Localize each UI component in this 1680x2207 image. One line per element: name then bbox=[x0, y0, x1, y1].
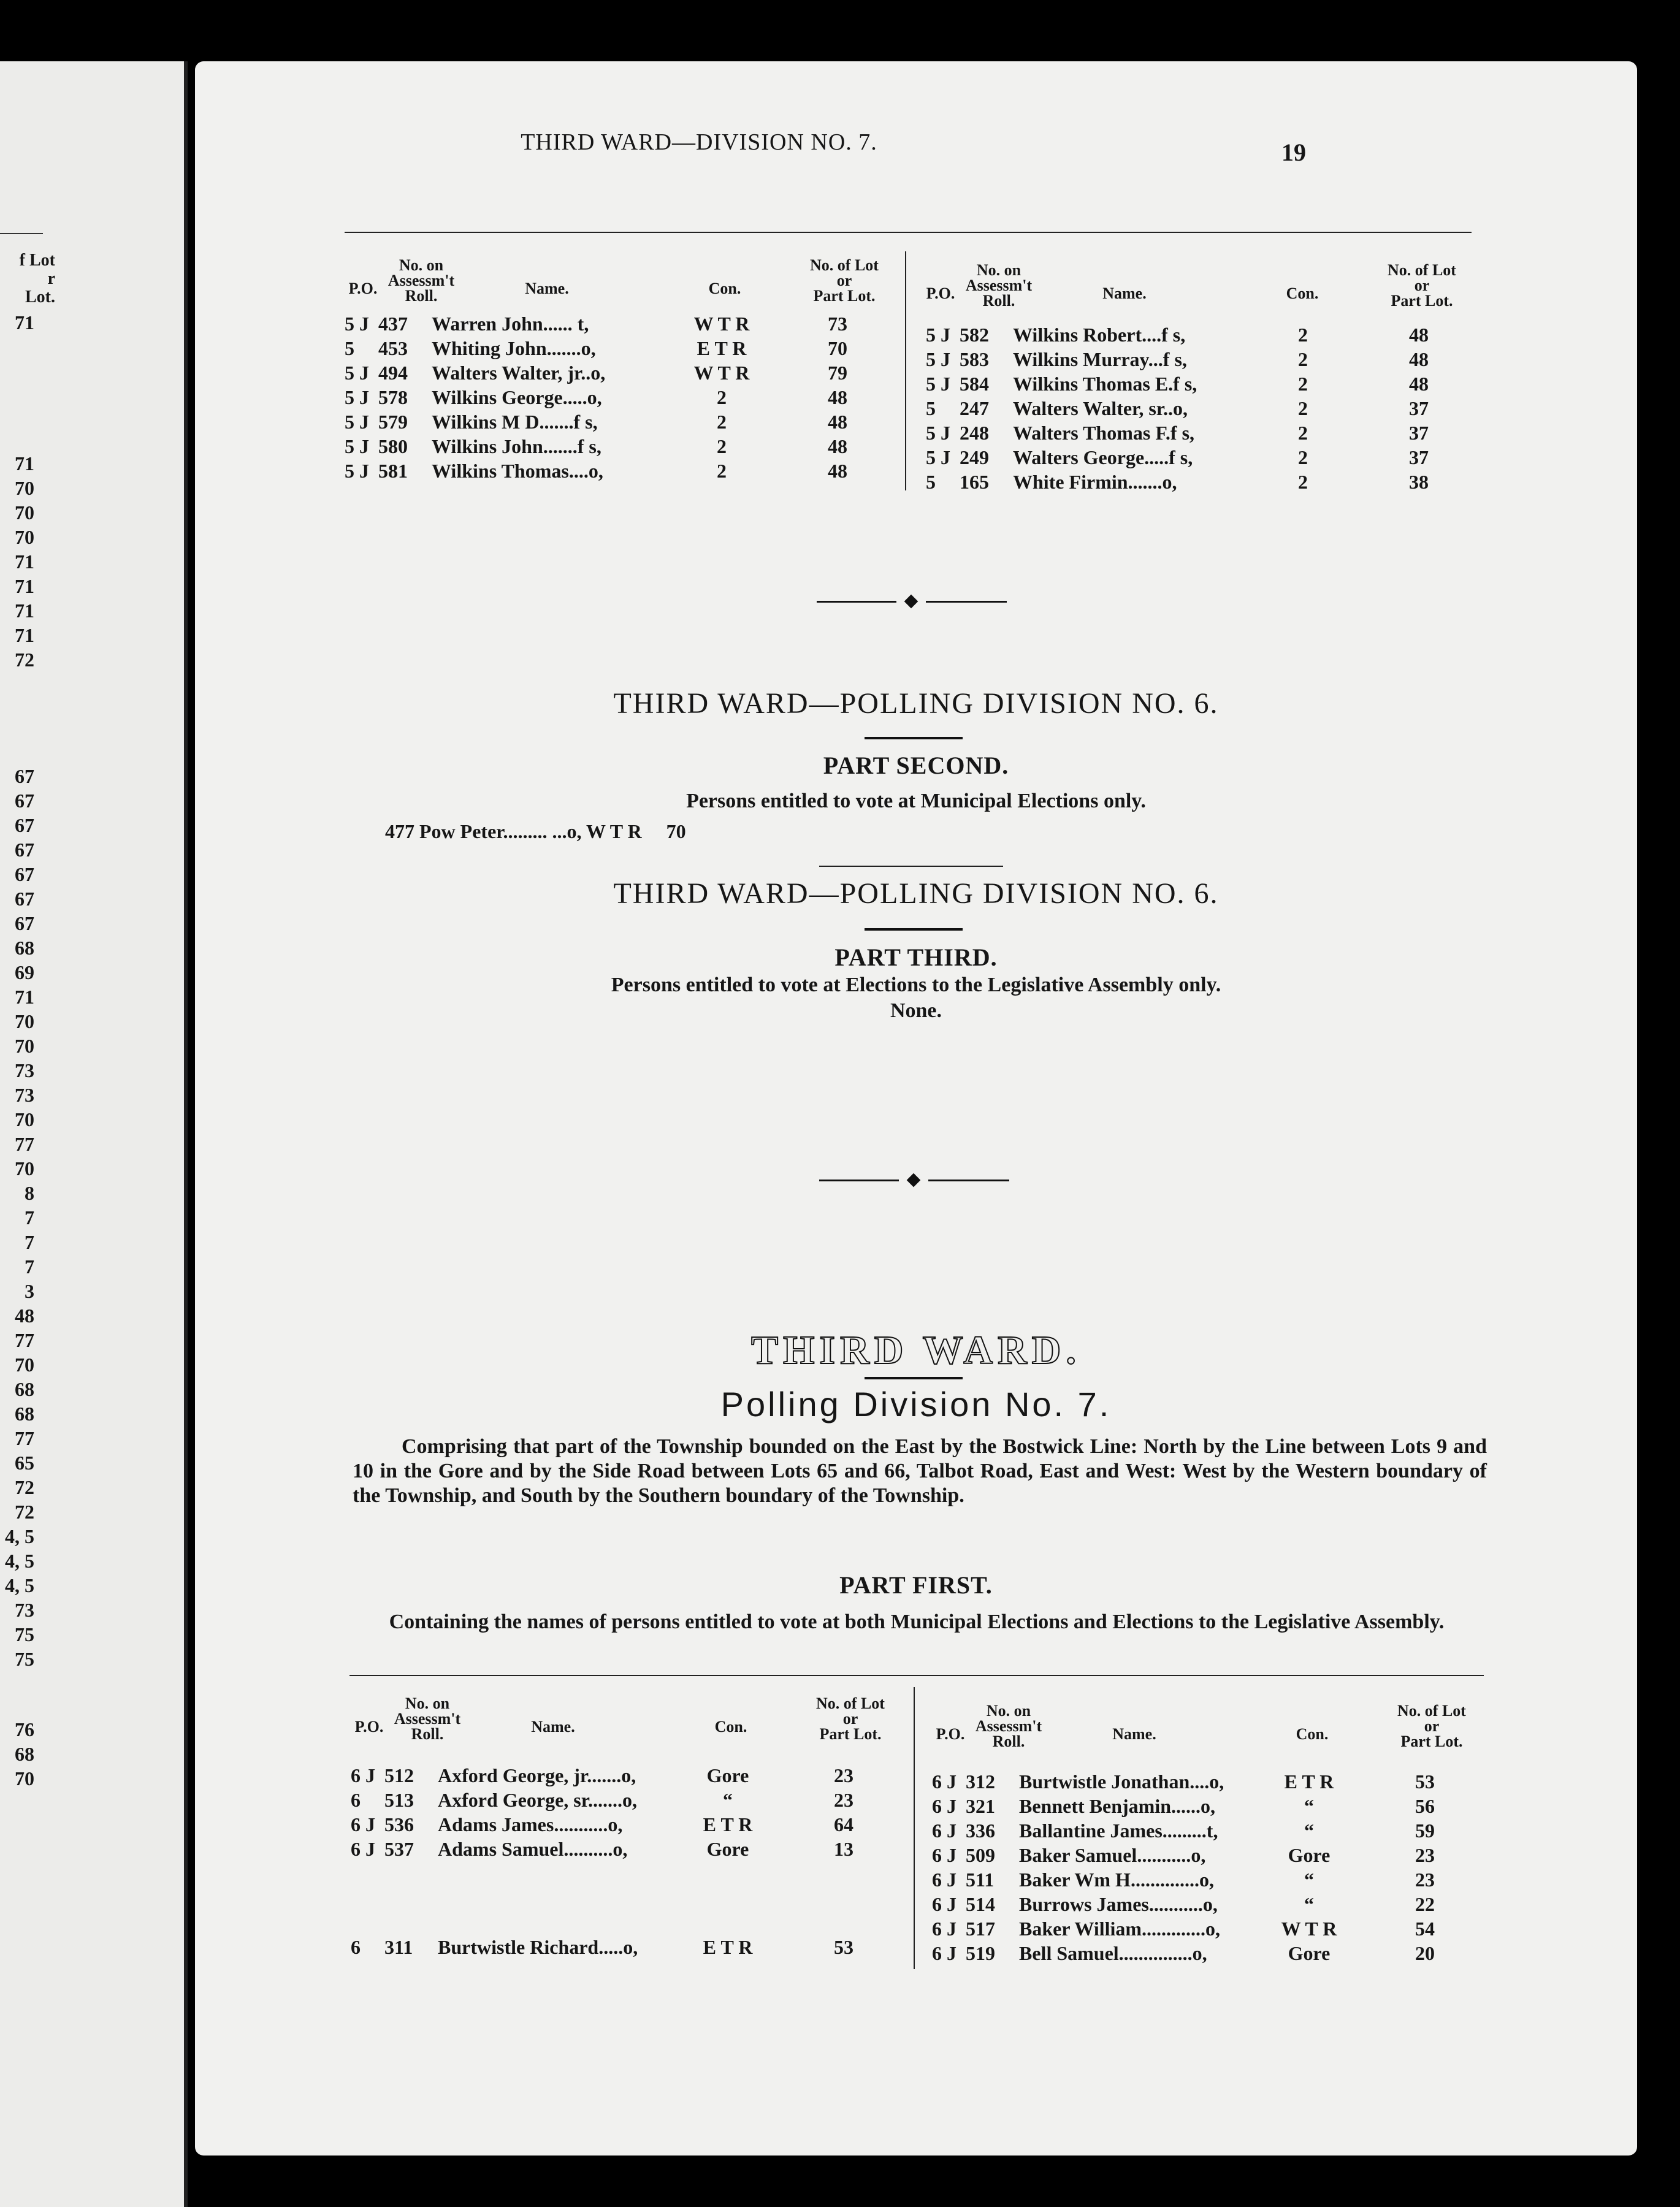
table-row bbox=[345, 459, 896, 483]
name-cell: Axford George, sr.......o, bbox=[438, 1789, 637, 1811]
roll-cell: 583 bbox=[960, 348, 989, 370]
con-cell: Gore bbox=[1288, 1844, 1331, 1866]
lot-cell: 59 bbox=[1415, 1820, 1435, 1842]
po-cell: 5 J bbox=[926, 348, 950, 370]
polling-division-heading: Polling Division No. 7. bbox=[720, 1385, 1112, 1424]
name-cell: Adams James...........o, bbox=[438, 1813, 623, 1835]
table-row bbox=[932, 1892, 1484, 1916]
previous-page-lot-number: 68 bbox=[15, 1403, 34, 1425]
previous-page-lot-number: 72 bbox=[15, 649, 34, 671]
name-cell: Bell Samuel...............o, bbox=[1019, 1942, 1207, 1964]
top-table-right-column bbox=[926, 322, 1478, 494]
table-row bbox=[932, 1867, 1484, 1892]
roll-cell: 321 bbox=[966, 1795, 995, 1817]
previous-page-lot-number: 70 bbox=[15, 526, 34, 548]
previous-page-lot-number: 67 bbox=[15, 839, 34, 861]
name-cell: Burtwistle Richard.....o, bbox=[438, 1936, 638, 1958]
name-cell: Walters Walter, sr..o, bbox=[1013, 397, 1188, 419]
con-cell: E T R bbox=[703, 1813, 753, 1835]
lot-cell: 23 bbox=[834, 1764, 853, 1786]
con-cell: 2 bbox=[1298, 373, 1308, 395]
lot-cell: 23 bbox=[834, 1789, 853, 1811]
lot-cell: 48 bbox=[1409, 324, 1429, 346]
previous-page-lot-number: 68 bbox=[15, 1743, 34, 1765]
previous-page-lot-number: 71 bbox=[15, 986, 34, 1008]
po-cell: 5 bbox=[926, 397, 936, 419]
previous-page-lot-number: 70 bbox=[15, 477, 34, 499]
previous-page-lot-number: 70 bbox=[15, 1354, 34, 1376]
con-cell: 2 bbox=[1298, 348, 1308, 370]
po-cell: 5 J bbox=[926, 446, 950, 468]
top-table-left-con-header: Con. bbox=[708, 280, 741, 297]
part-first-heading: PART FIRST. bbox=[839, 1571, 993, 1599]
previous-page-lot-number: 76 bbox=[15, 1718, 34, 1740]
part-first-subtitle: Containing the names of persons entitled to vote at both Municipal Elections and Elections to the Legislative Assembly. bbox=[389, 1610, 1445, 1633]
name-cell: Burrows James...........o, bbox=[1019, 1893, 1218, 1915]
top-table-right-con-header: Con. bbox=[1286, 284, 1319, 302]
po-cell: 6 J bbox=[932, 1869, 956, 1891]
part-second-rule bbox=[819, 866, 1003, 867]
roll-cell: 311 bbox=[384, 1936, 413, 1958]
table-row bbox=[345, 360, 896, 385]
po-cell: 6 J bbox=[351, 1813, 375, 1835]
previous-page-lot-number: 7 bbox=[25, 1231, 34, 1253]
po-cell: 5 bbox=[926, 471, 936, 493]
lot-cell: 23 bbox=[1415, 1869, 1435, 1891]
po-cell: 6 J bbox=[932, 1771, 956, 1793]
table-row bbox=[351, 1788, 903, 1812]
lot-cell: 48 bbox=[828, 435, 847, 457]
previous-page-lot-number: 3 bbox=[25, 1280, 34, 1302]
name-cell: Wilkins M D.......f s, bbox=[432, 411, 598, 433]
roll-cell: 336 bbox=[966, 1820, 995, 1842]
con-cell: Gore bbox=[1288, 1942, 1331, 1964]
po-cell: 6 J bbox=[932, 1942, 956, 1964]
roll-cell: 165 bbox=[960, 471, 989, 493]
previous-page-lot-number: 77 bbox=[15, 1133, 34, 1155]
table-row bbox=[932, 1818, 1484, 1843]
ward-heading-underline bbox=[865, 1377, 963, 1379]
top-table-left-po-header: P.O. bbox=[348, 280, 378, 297]
table-row bbox=[926, 421, 1478, 445]
previous-page-lot-number: 4, 5 bbox=[5, 1574, 34, 1596]
previous-page-lot-number: 73 bbox=[15, 1084, 34, 1106]
running-head: THIRD WARD—DIVISION NO. 7. bbox=[521, 129, 877, 155]
table-row bbox=[932, 1941, 1484, 1965]
previous-page-lot-number: 70 bbox=[15, 1035, 34, 1057]
name-cell: Wilkins John.......f s, bbox=[432, 435, 601, 457]
table-row bbox=[351, 1763, 903, 1788]
roll-cell: 512 bbox=[384, 1764, 414, 1786]
previous-page-lot-number: 71 bbox=[15, 600, 34, 622]
po-cell: 6 bbox=[351, 1789, 361, 1811]
lot-cell: 37 bbox=[1409, 397, 1429, 419]
con-cell: “ bbox=[1304, 1820, 1314, 1842]
top-table-left-column bbox=[345, 311, 896, 483]
previous-page-lot-number: 8 bbox=[25, 1182, 34, 1204]
lot-cell: 48 bbox=[828, 411, 847, 433]
bottom-table-right-name-header: Name. bbox=[1112, 1725, 1156, 1743]
previous-page-lot-number: 75 bbox=[15, 1648, 34, 1670]
part-second-subtitle: Persons entitled to vote at Municipal Elections only. bbox=[686, 790, 1146, 812]
ornament-divider bbox=[819, 1171, 1009, 1189]
name-cell: Baker Samuel...........o, bbox=[1019, 1844, 1206, 1866]
roll-cell: 517 bbox=[966, 1918, 995, 1940]
top-table-right-po-header: P.O. bbox=[926, 284, 955, 302]
con-cell: W T R bbox=[693, 313, 750, 335]
roll-cell: 494 bbox=[378, 362, 408, 384]
table-row bbox=[926, 322, 1478, 347]
po-cell: 6 J bbox=[932, 1918, 956, 1940]
previous-page-lot-number: 48 bbox=[15, 1305, 34, 1327]
name-cell: Walters Thomas F.f s, bbox=[1013, 422, 1195, 444]
previous-page-lot-number: 73 bbox=[15, 1599, 34, 1621]
con-cell: 2 bbox=[717, 411, 727, 433]
roll-cell: 453 bbox=[378, 337, 408, 359]
con-cell: 2 bbox=[1298, 471, 1308, 493]
po-cell: 5 J bbox=[926, 373, 950, 395]
roll-cell: 582 bbox=[960, 324, 989, 346]
previous-page-lot-number: 71 bbox=[15, 452, 34, 475]
name-cell: Walters George.....f s, bbox=[1013, 446, 1193, 468]
name-cell: Baker Wm H..............o, bbox=[1019, 1869, 1214, 1891]
boundary-description: Comprising that part of the Township bounded on the East by the Bostwick Line: North by the Line between Lots 9 and 10 in the Gore and by the Side Road between Lots 65 and 66, Talbot Road, East and West: West by the Western boundary of the Township, and South by the Southern boundary of the Township. bbox=[353, 1435, 1487, 1507]
previous-page-lot-number: 4, 5 bbox=[5, 1525, 34, 1547]
previous-page-fragment bbox=[0, 61, 188, 2207]
part-third-heading: PART THIRD. bbox=[834, 943, 998, 971]
lot-cell: 56 bbox=[1415, 1795, 1435, 1817]
top-table-left-roll-header: No. on Assessm't Roll. bbox=[388, 256, 455, 305]
roll-cell: 514 bbox=[966, 1893, 995, 1915]
part-second-entry: 477 Pow Peter......... ...o, W T R 70 bbox=[385, 820, 686, 842]
lot-cell: 23 bbox=[1415, 1844, 1435, 1866]
name-cell: Axford George, jr.......o, bbox=[438, 1764, 636, 1786]
lot-cell: 48 bbox=[1409, 348, 1429, 370]
po-cell: 5 J bbox=[926, 324, 950, 346]
bottom-table-column-divider bbox=[914, 1687, 915, 1969]
po-cell: 5 J bbox=[345, 313, 369, 335]
bottom-table-left-con-header: Con. bbox=[714, 1718, 747, 1736]
po-cell: 5 J bbox=[345, 386, 369, 408]
name-cell: White Firmin.......o, bbox=[1013, 471, 1177, 493]
top-table-column-divider bbox=[905, 251, 906, 490]
po-cell: 5 J bbox=[345, 411, 369, 433]
po-cell: 6 J bbox=[932, 1844, 956, 1866]
con-cell: “ bbox=[723, 1789, 733, 1811]
previous-page-lot-number: 75 bbox=[15, 1623, 34, 1645]
top-table-right-lot-header: No. of Lot or Part Lot. bbox=[1388, 261, 1456, 310]
previous-page-lot-number: 77 bbox=[15, 1427, 34, 1449]
table-row bbox=[345, 311, 896, 336]
table-row bbox=[345, 410, 896, 434]
lot-cell: 53 bbox=[1415, 1771, 1435, 1793]
bottom-table-right-column bbox=[932, 1769, 1484, 1965]
con-cell: W T R bbox=[693, 362, 750, 384]
previous-page-lot-number: 67 bbox=[15, 863, 34, 885]
previous-page-lot-number: 67 bbox=[15, 765, 34, 787]
roll-cell: 513 bbox=[384, 1789, 414, 1811]
name-cell: Wilkins Thomas E.f s, bbox=[1013, 373, 1197, 395]
title-underline bbox=[865, 928, 963, 931]
ornament-divider bbox=[817, 592, 1007, 611]
lot-cell: 64 bbox=[834, 1813, 853, 1835]
name-cell: Wilkins Murray...f s, bbox=[1013, 348, 1187, 370]
po-cell: 5 J bbox=[926, 422, 950, 444]
previous-page-lot-number: 73 bbox=[15, 1059, 34, 1081]
table-row bbox=[926, 445, 1478, 470]
section-title-part-third: THIRD WARD—POLLING DIVISION NO. 6. bbox=[613, 877, 1219, 910]
con-cell: E T R bbox=[1284, 1771, 1334, 1793]
part-third-none: None. bbox=[890, 999, 942, 1022]
top-table-left-lot-header: No. of Lot or Part Lot. bbox=[810, 256, 879, 305]
previous-page-lot-number: 70 bbox=[15, 1157, 34, 1180]
previous-page-lot-number: 71 bbox=[15, 311, 34, 334]
name-cell: Burtwistle Jonathan....o, bbox=[1019, 1771, 1224, 1793]
roll-cell: 312 bbox=[966, 1771, 995, 1793]
table-row bbox=[926, 372, 1478, 396]
con-cell: W T R bbox=[1281, 1918, 1337, 1940]
previous-page-lot-number: 7 bbox=[25, 1256, 34, 1278]
name-cell: Walters Walter, jr..o, bbox=[432, 362, 606, 384]
lot-cell: 79 bbox=[828, 362, 847, 384]
lot-cell: 37 bbox=[1409, 422, 1429, 444]
con-cell: 2 bbox=[1298, 397, 1308, 419]
po-cell: 6 J bbox=[351, 1764, 375, 1786]
previous-page-lot-number: 72 bbox=[15, 1476, 34, 1498]
roll-cell: 537 bbox=[384, 1838, 414, 1860]
bottom-table-left-column bbox=[351, 1763, 903, 1959]
lot-cell: 37 bbox=[1409, 446, 1429, 468]
previous-page-lot-number: 69 bbox=[15, 961, 34, 983]
title-underline bbox=[865, 737, 963, 739]
previous-page-lot-number: 67 bbox=[15, 888, 34, 910]
lot-cell: 70 bbox=[828, 337, 847, 359]
previous-page-lot-number: 68 bbox=[15, 937, 34, 959]
table-row bbox=[345, 336, 896, 360]
roll-cell: 581 bbox=[378, 460, 408, 482]
lot-cell: 48 bbox=[828, 386, 847, 408]
previous-page-lot-number: 70 bbox=[15, 1010, 34, 1032]
table-row bbox=[932, 1916, 1484, 1941]
po-cell: 5 J bbox=[345, 460, 369, 482]
roll-cell: 437 bbox=[378, 313, 408, 335]
po-cell: 6 J bbox=[932, 1795, 956, 1817]
previous-page-lot-number: 7 bbox=[25, 1206, 34, 1229]
con-cell: E T R bbox=[703, 1936, 753, 1958]
lot-cell: 53 bbox=[834, 1936, 853, 1958]
ward-heading: THIRD WARD. bbox=[751, 1328, 1081, 1373]
previous-page-lot-number: 70 bbox=[15, 1767, 34, 1790]
top-table-rule-top bbox=[345, 232, 1472, 233]
bottom-table-right-lot-header: No. of Lot or Part Lot. bbox=[1397, 1702, 1466, 1750]
table-row bbox=[926, 347, 1478, 372]
name-cell: Whiting John.......o, bbox=[432, 337, 596, 359]
name-cell: Ballantine James.........t, bbox=[1019, 1820, 1218, 1842]
previous-page-rule bbox=[0, 233, 43, 234]
previous-page-lot-number: 77 bbox=[15, 1329, 34, 1351]
table-row bbox=[926, 396, 1478, 421]
con-cell: 2 bbox=[717, 460, 727, 482]
roll-cell: 580 bbox=[378, 435, 408, 457]
con-cell: 2 bbox=[717, 435, 727, 457]
roll-cell: 249 bbox=[960, 446, 989, 468]
lot-cell: 48 bbox=[828, 460, 847, 482]
previous-page-lot-number: 68 bbox=[15, 1378, 34, 1400]
lot-cell: 73 bbox=[828, 313, 847, 335]
section-title-part-second: THIRD WARD—POLLING DIVISION NO. 6. bbox=[613, 687, 1219, 720]
roll-cell: 578 bbox=[378, 386, 408, 408]
lot-cell: 20 bbox=[1415, 1942, 1435, 1964]
con-cell: 2 bbox=[1298, 422, 1308, 444]
po-cell: 6 J bbox=[932, 1893, 956, 1915]
previous-page-lot-number: 71 bbox=[15, 624, 34, 646]
bottom-table-left-lot-header: No. of Lot or Part Lot. bbox=[816, 1694, 885, 1743]
previous-page-lot-number: 70 bbox=[15, 501, 34, 524]
name-cell: Bennett Benjamin......o, bbox=[1019, 1795, 1215, 1817]
roll-cell: 536 bbox=[384, 1813, 414, 1835]
name-cell: Wilkins Thomas....o, bbox=[432, 460, 603, 482]
table-row bbox=[345, 434, 896, 459]
po-cell: 6 bbox=[351, 1936, 361, 1958]
previous-page-column-head: f Lot r Lot. bbox=[19, 251, 55, 307]
name-cell: Baker William.............o, bbox=[1019, 1918, 1221, 1940]
po-cell: 5 bbox=[345, 337, 354, 359]
table-row bbox=[345, 385, 896, 410]
roll-cell: 584 bbox=[960, 373, 989, 395]
con-cell: E T R bbox=[697, 337, 747, 359]
con-cell: Gore bbox=[706, 1838, 749, 1860]
top-table-right-name-header: Name. bbox=[1102, 284, 1147, 302]
po-cell: 5 J bbox=[345, 435, 369, 457]
bottom-table-left-roll-header: No. on Assessm't Roll. bbox=[394, 1694, 461, 1743]
table-row bbox=[932, 1769, 1484, 1794]
roll-cell: 248 bbox=[960, 422, 989, 444]
bottom-table-left-name-header: Name. bbox=[531, 1718, 575, 1736]
roll-cell: 509 bbox=[966, 1844, 995, 1866]
previous-page-lot-number: 67 bbox=[15, 912, 34, 934]
bottom-table-rule-top bbox=[349, 1675, 1484, 1676]
previous-page-lot-number: 71 bbox=[15, 551, 34, 573]
name-cell: Adams Samuel..........o, bbox=[438, 1838, 628, 1860]
name-cell: Wilkins Robert....f s, bbox=[1013, 324, 1186, 346]
name-cell: Wilkins George.....o, bbox=[432, 386, 602, 408]
bottom-table-right-roll-header: No. on Assessm't Roll. bbox=[975, 1702, 1042, 1750]
lot-cell: 54 bbox=[1415, 1918, 1435, 1940]
previous-page-lot-number: 67 bbox=[15, 814, 34, 836]
table-row bbox=[351, 1837, 903, 1861]
name-cell: Warren John...... t, bbox=[432, 313, 589, 335]
table-row bbox=[932, 1794, 1484, 1818]
po-cell: 6 J bbox=[351, 1838, 375, 1860]
top-table-left-name-header: Name. bbox=[525, 280, 569, 297]
previous-page-lot-number: 67 bbox=[15, 790, 34, 812]
con-cell: 2 bbox=[1298, 324, 1308, 346]
roll-cell: 519 bbox=[966, 1942, 995, 1964]
roll-cell: 579 bbox=[378, 411, 408, 433]
table-row bbox=[351, 1935, 903, 1959]
previous-page-lot-number: 71 bbox=[15, 575, 34, 597]
con-cell: Gore bbox=[706, 1764, 749, 1786]
table-row bbox=[351, 1812, 903, 1837]
con-cell: 2 bbox=[1298, 446, 1308, 468]
con-cell: “ bbox=[1304, 1869, 1314, 1891]
po-cell: 5 J bbox=[345, 362, 369, 384]
lot-cell: 22 bbox=[1415, 1893, 1435, 1915]
previous-page-lot-number: 4, 5 bbox=[5, 1550, 34, 1572]
part-third-subtitle: Persons entitled to vote at Elections to the Legislative Assembly only. bbox=[611, 974, 1221, 996]
lot-cell: 13 bbox=[834, 1838, 853, 1860]
previous-page-lot-number: 65 bbox=[15, 1452, 34, 1474]
table-row bbox=[926, 470, 1478, 494]
previous-page-lot-number: 72 bbox=[15, 1501, 34, 1523]
part-second-heading: PART SECOND. bbox=[823, 752, 1009, 779]
lot-cell: 38 bbox=[1409, 471, 1429, 493]
lot-cell: 48 bbox=[1409, 373, 1429, 395]
previous-page-lot-number: 70 bbox=[15, 1108, 34, 1130]
top-table-right-roll-header: No. on Assessm't Roll. bbox=[965, 261, 1033, 310]
bottom-table-left-po-header: P.O. bbox=[354, 1718, 384, 1736]
con-cell: 2 bbox=[717, 386, 727, 408]
page-number: 19 bbox=[1281, 139, 1306, 166]
con-cell: “ bbox=[1304, 1893, 1314, 1915]
bottom-table-right-con-header: Con. bbox=[1296, 1725, 1329, 1743]
con-cell: “ bbox=[1304, 1795, 1314, 1817]
table-row bbox=[932, 1843, 1484, 1867]
po-cell: 6 J bbox=[932, 1820, 956, 1842]
bottom-table-right-po-header: P.O. bbox=[936, 1725, 965, 1743]
roll-cell: 247 bbox=[960, 397, 989, 419]
roll-cell: 511 bbox=[966, 1869, 995, 1891]
